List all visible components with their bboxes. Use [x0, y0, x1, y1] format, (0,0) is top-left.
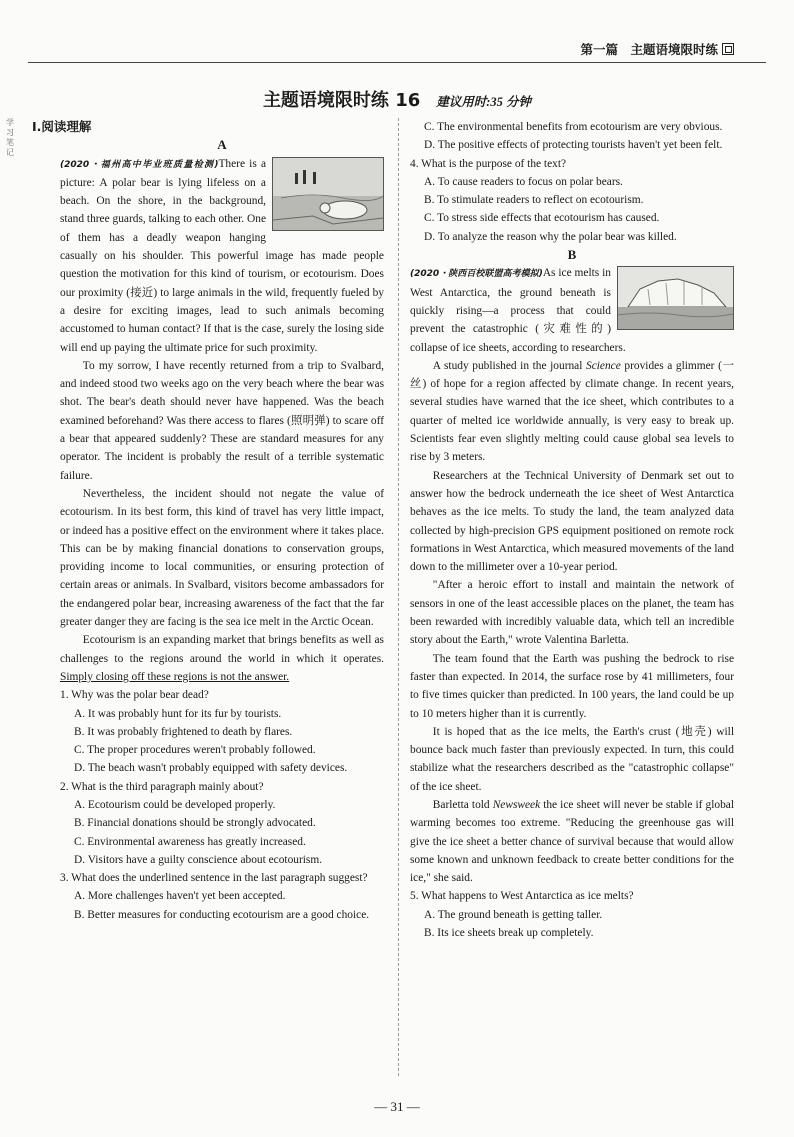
source-a: (2020・福州高中毕业班质量检测): [60, 159, 219, 170]
underlined-sentence: Simply closing off these regions is not the answer.: [60, 670, 290, 683]
title-main: 主题语境限时练 16: [262, 90, 421, 111]
passage-label-a: A: [217, 137, 227, 153]
passage-b-text-1: As ice melts in West Antarctica, the ground beneath is quickly rising—a process that could prevent the catastrophic (灾难性的) collapse of ice sheets, according to researchers.: [410, 267, 626, 354]
question-1: 1. Why was the polar bear dead?: [60, 689, 209, 702]
header-rule: [28, 62, 766, 63]
q1-option-c: C. The proper procedures weren't probably followed.: [74, 744, 316, 757]
passage-b-text-2b: provides a glimmer (一丝) of hope for a region affected by climate change. In recent years, several studies have warned that the ice sheet, which contributes to a quarter of melted ice worldwide annually, is very easy to break up. Scientists fear even slightly melting could cause global sea levels to rise by 3 meters.: [410, 359, 735, 464]
question-4: 4. What is the purpose of the text?: [410, 157, 567, 170]
q5-option-a: A. The ground beneath is getting taller.: [424, 908, 603, 921]
q5-option-b: B. Its ice sheets break up completely.: [424, 927, 594, 940]
passage-a-text-1: There is a picture: A polar bear is lying lifeless on a beach. On the shore, in the background, stand three guards, talking to each other. One of them has a deadly weapon hanging casually on his shoulder. This powerful image has made people question the motivation for this kind of tourism, or ecotourism. Does our proximity (接近) to large animals in the wild, frequently fueled by a desire for exciting images, lead to such animals becoming accustomed to human contact? If that is the case, surely the losing side will end up paying the ultimate price for such proximity.: [60, 157, 384, 354]
passage-b-text-7b: the ice sheet will never be stable if global warming becomes too extreme. "Reducing the greenhouse gas will give the ice sheet a better chance of survival because that would allow some known and unknown feedback to create better conditions for the ice," she said.: [410, 798, 734, 885]
source-b: (2020・陕西百校联盟高考模拟): [410, 269, 543, 280]
book-icon: [722, 43, 734, 55]
passage-b-text-2a: A study published in the journal: [432, 359, 587, 372]
running-header: [580, 40, 734, 58]
q1-option-d: D. The beach wasn't probably equipped with safety devices.: [74, 762, 348, 775]
q1-option-a: A. It was probably hunt for its fur by tourists.: [74, 707, 282, 720]
q2-option-a: A. Ecotourism could be developed properly.: [74, 798, 276, 811]
margin-note-label: 学习笔记: [6, 118, 14, 157]
q4-option-a: A. To cause readers to focus on polar bears.: [424, 175, 623, 188]
q3-option-c: C. The environmental benefits from ecotourism are very obvious.: [424, 121, 723, 133]
question-3: 3. What does the underlined sentence in the last paragraph suggest?: [60, 872, 368, 885]
passage-b-paragraph-3: Researchers at the Technical University of Denmark set out to answer how the bedrock underneath the ice sheet of West Antarctica behaves as the ice melts. To study the land, the team analyzed data collected by high-precision GPS equipment positioned on remote rock formations in West Antarctica, which measured movements of the land down to the millimeter over a 10-year period.: [410, 469, 734, 574]
right-column: [410, 118, 734, 942]
q4-option-c: C. To stress side effects that ecotourism has caused.: [424, 212, 660, 225]
left-column: [32, 118, 384, 924]
magazine-name: Newsweek: [492, 798, 541, 811]
passage-b-paragraph-5: The team found that the Earth was pushing the bedrock to rise faster than expected. In 2014, the surface rose by 41 millimeters, four to five times quicker than predicted. In 100 years, the land could be up to 10 meters higher than it is currently.: [410, 652, 734, 720]
passage-a-paragraph-4: [60, 631, 384, 686]
question-2: 2. What is the third paragraph mainly about?: [60, 780, 264, 793]
passage-b-paragraph-2: [410, 357, 734, 467]
journal-name: Science: [586, 359, 621, 372]
q2-option-d: D. Visitors have a guilty conscience about ecotourism.: [74, 853, 323, 866]
passage-b-text-7a: Barletta told: [432, 798, 493, 811]
question-5: 5. What happens to West Antarctica as ice melts?: [410, 890, 634, 903]
passage-label-b: B: [567, 247, 577, 263]
q3-option-d: D. The positive effects of protecting tourists haven't yet been felt.: [424, 139, 723, 152]
passage-b-paragraph-6: It is hoped that as the ice melts, the Earth's crust (地壳) will bounce back much faster than previously expected. In turn, this could stabilize what the researchers described as the "catastrophic collapse" of the ice sheet.: [410, 725, 734, 793]
q3-option-b: B. Better measures for conducting ecotourism are a good choice.: [74, 908, 370, 921]
passage-b-paragraph-4: "After a heroic effort to install and maintain the network of sensors in one of the least accessible places on the planet, the team has been rewarded with incredibly valuable data, which tell an incredible story about the Earth," wrote Valentina Barletta.: [410, 579, 734, 647]
passage-a-text-4: Ecotourism is an expanding market that brings benefits as well as challenges to the regions around the world in which it operates.: [60, 634, 384, 665]
suggested-time: 建议用时:35 分钟: [436, 95, 532, 109]
header-text: 第一篇 主题语境限时练: [580, 42, 718, 57]
column-divider: [398, 118, 399, 1076]
q4-option-d: D. To analyze the reason why the polar bear was killed.: [424, 230, 677, 243]
antarctica-photo: [617, 266, 734, 330]
passage-b-paragraph-7: [410, 796, 734, 887]
page-title: [0, 86, 794, 112]
q4-option-b: B. To stimulate readers to reflect on ecotourism.: [424, 194, 644, 207]
q1-option-b: B. It was probably frightened to death by flares.: [74, 725, 293, 738]
passage-a-paragraph-2: To my sorrow, I have recently returned from a trip to Svalbard, and indeed stood two weeks ago on the very beach where the bear was shot. The bear's death should never have happened. Was the beach examined beforehand? Was there access to flares (照明弹) to scare off a bear that appeared suddenly? These are standard measures for any operator. The incident is probably the result of a terrible systematic failure.: [60, 359, 384, 482]
section-heading: Ⅰ.阅读理解: [32, 119, 92, 134]
q3-option-a: A. More challenges haven't yet been accepted.: [74, 890, 286, 903]
passage-a-paragraph-3: Nevertheless, the incident should not negate the value of ecotourism. In its best form, this kind of travel has very little impact, or indeed has a positive effect on the environment where it takes place. This can be by making financial donations to conservation groups, providing income to local communities, or ensuring protection of certain areas or animals. In Svalbard, visitors become ambassadors for the endangered polar bear, increasing awareness of the fact that the far greater danger they are facing is the sea ice melt in the Arctic Ocean.: [60, 487, 384, 629]
page-number: — 31 —: [374, 1099, 420, 1114]
polar-bear-photo: [272, 157, 384, 231]
polar-bear-image: [273, 158, 383, 230]
ice-sheet-image: [618, 267, 733, 329]
q2-option-b: B. Financial donations should be strongly advocated.: [74, 817, 316, 830]
q2-option-c: C. Environmental awareness has greatly increased.: [74, 835, 306, 848]
